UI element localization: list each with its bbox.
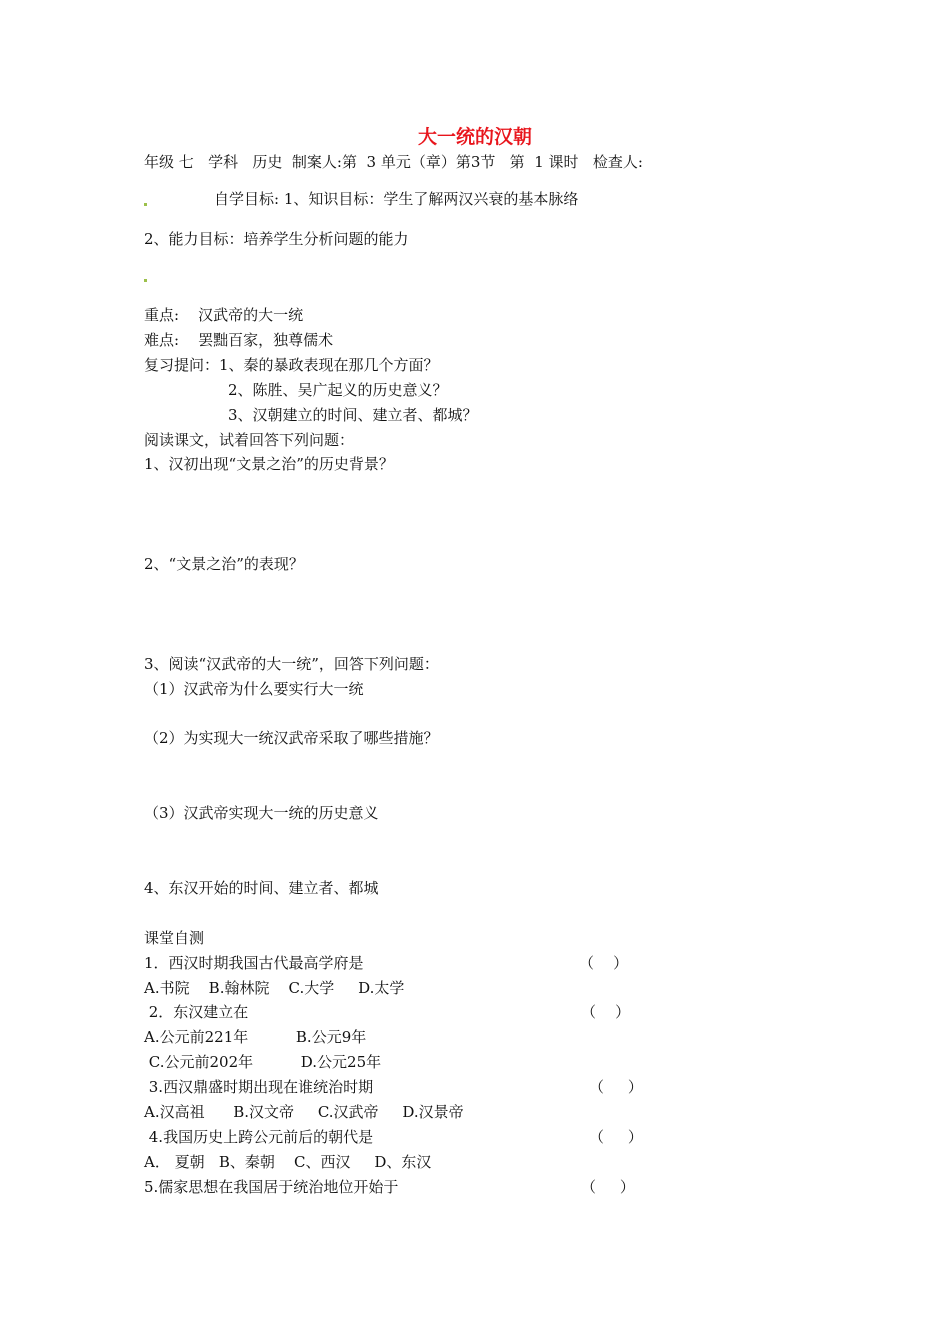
marker-dot: [144, 279, 147, 282]
self-test-heading: 课堂自测: [144, 929, 205, 947]
test-options-1: A.书院 B.翰林院 C.大学 D.太学: [144, 979, 405, 997]
answer-bracket-3: （ ）: [589, 1078, 643, 1096]
test-options-3: A.汉高祖 B.汉文帝 C.汉武帝 D.汉景帝: [144, 1103, 464, 1121]
study-goal-2: 2、能力目标：培养学生分析问题的能力: [144, 230, 409, 248]
study-goal-1: 自学目标: 1、知识目标：学生了解两汉兴衰的基本脉络: [214, 190, 579, 208]
review-question-2: 2、陈胜、吴广起义的历史意义？: [228, 381, 448, 399]
header-info-line: 年级 七 学科 历史 制案人:第 3 单元（章）第3节 第 1 课时 检查人:: [144, 153, 643, 171]
question-4: 4、东汉开始的时间、建立者、都城: [144, 879, 379, 897]
test-options-2b: C.公元前202年 D.公元25年: [144, 1053, 382, 1071]
key-point: 重点: 汉武帝的大一统: [144, 306, 304, 324]
test-question-4: 4.我国历史上跨公元前后的朝代是: [144, 1128, 374, 1146]
review-question-1: 复习提问：1、秦的暴政表现在那几个方面？: [144, 356, 439, 374]
review-question-3: 3、汉朝建立的时间、建立者、都城？: [228, 406, 478, 424]
question-3-3: （3）汉武帝实现大一统的历史意义: [144, 804, 379, 822]
test-question-5: 5.儒家思想在我国居于统治地位开始于: [144, 1178, 399, 1196]
answer-bracket-2: （ ）: [581, 1003, 631, 1021]
difficulty-point: 难点: 罢黜百家，独尊儒术: [144, 331, 334, 349]
question-1: 1、汉初出现“文景之治”的历史背景？: [144, 455, 394, 473]
test-options-4: A． 夏朝 B、秦朝 C、西汉 D、东汉: [144, 1153, 432, 1171]
answer-bracket-1: （ ）: [579, 954, 629, 972]
question-3: 3、阅读“汉武帝的大一统”，回答下列问题：: [144, 655, 439, 673]
question-2: 2、“文景之治”的表现？: [144, 555, 304, 573]
reading-intro: 阅读课文，试着回答下列问题：: [144, 431, 355, 449]
question-3-1: （1）汉武帝为什么要实行大一统: [144, 680, 364, 698]
answer-bracket-5: （ ）: [581, 1178, 635, 1196]
marker-dot: [144, 203, 147, 206]
test-question-2: 2．东汉建立在: [144, 1003, 249, 1021]
question-3-2: （2）为实现大一统汉武帝采取了哪些措施？: [144, 729, 439, 747]
test-question-1: 1．西汉时期我国古代最高学府是: [144, 954, 364, 972]
answer-bracket-4: （ ）: [589, 1128, 643, 1146]
test-options-2a: A.公元前221年 B.公元9年: [144, 1028, 367, 1046]
test-question-3: 3.西汉鼎盛时期出现在谁统治时期: [144, 1078, 374, 1096]
page-title: 大一统的汉朝: [417, 126, 532, 148]
